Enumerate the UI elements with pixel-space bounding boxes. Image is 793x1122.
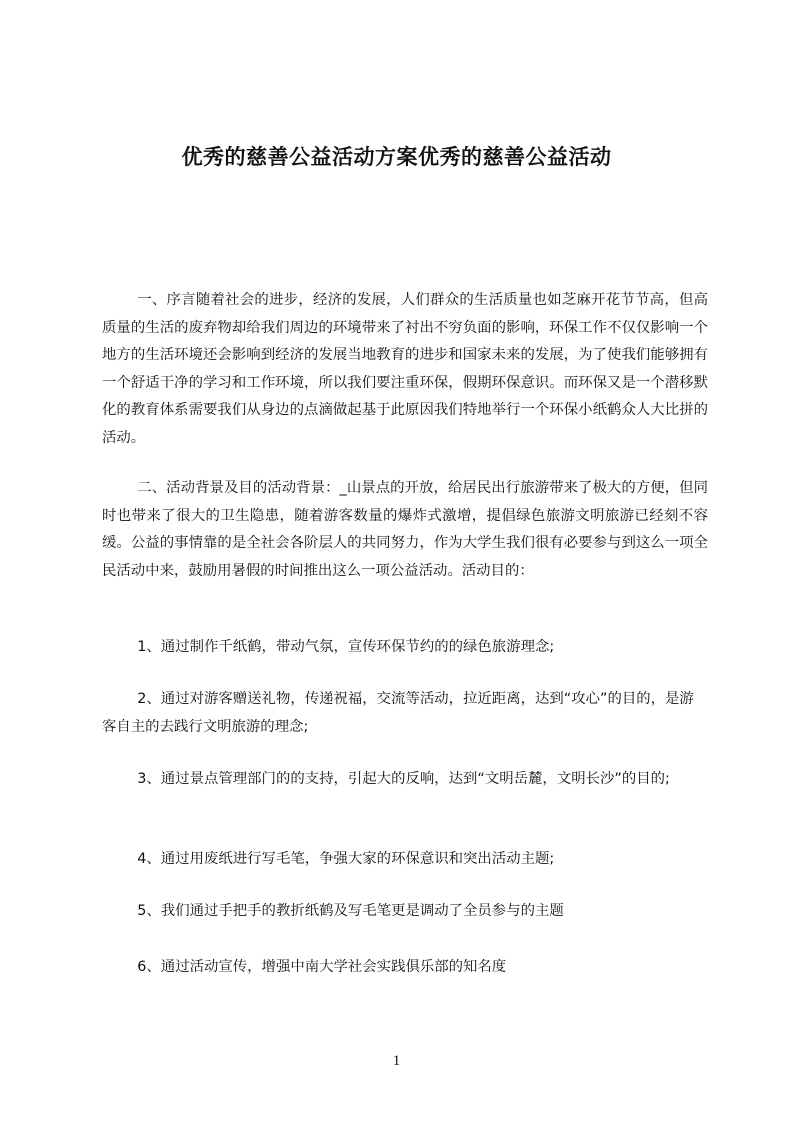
list-item-5: 5、我们通过手把手的教折纸鹤及写毛笔更是调动了全员参与的主题 [137, 903, 564, 919]
document-title: 优秀的慈善公益活动方案优秀的慈善公益活动 [181, 145, 612, 169]
list-item-6: 6、通过活动宣传，增强中南大学社会实践俱乐部的知名度 [137, 959, 507, 975]
page-number: 1 [392, 1053, 401, 1069]
list-item-3: 3、通过景点管理部门的的支持，引起大的反响，达到“文明岳麓，文明长沙”的目的; [137, 771, 670, 787]
list-item-1: 1、通过制作千纸鹤，带动气氛，宣传环保节约的的绿色旅游理念; [137, 639, 555, 655]
list-item-2: 2、通过对游客赠送礼物，传递祝福，交流等活动，拉近距离，达到“攻心”的目的，是游客自主的去践行文明旅游的理念; [102, 691, 694, 735]
paragraph-background: 二、活动背景及目的活动背景：_山景点的开放，给居民出行旅游带来了极大的方便，但同时也带来了很大的卫生隐患，随着游客数量的爆炸式激增，提倡绿色旅游文明旅游已经刻不容缓。公益的事情靠的是全社会各阶层人的共同努力，作为大学生我们很有必要参与到这么一项全民活动中来，鼓励用暑假的时间推出这么一项公益活动。活动目的： [102, 480, 708, 579]
list-item-4: 4、通过用废纸进行写毛笔，争强大家的环保意识和突出活动主题; [137, 851, 555, 867]
paragraph-preface: 一、序言随着社会的进步，经济的发展，人们群众的生活质量也如芝麻开花节节高，但高质量的生活的废弃物却给我们周边的环境带来了衬出不穷负面的影响，环保工作不仅仅影响一个地方的生活环境还会影响到经济的发展当地教育的进步和国家未来的发展，为了使我们能够拥有一个舒适干净的学习和工作环境，所以我们要注重环保，假期环保意识。而环保又是一个潜移默化的教育体系需要我们从身边的点滴做起基于此原因我们特地举行一个环保小纸鹤众人大比拼的活动。 [102, 292, 708, 446]
